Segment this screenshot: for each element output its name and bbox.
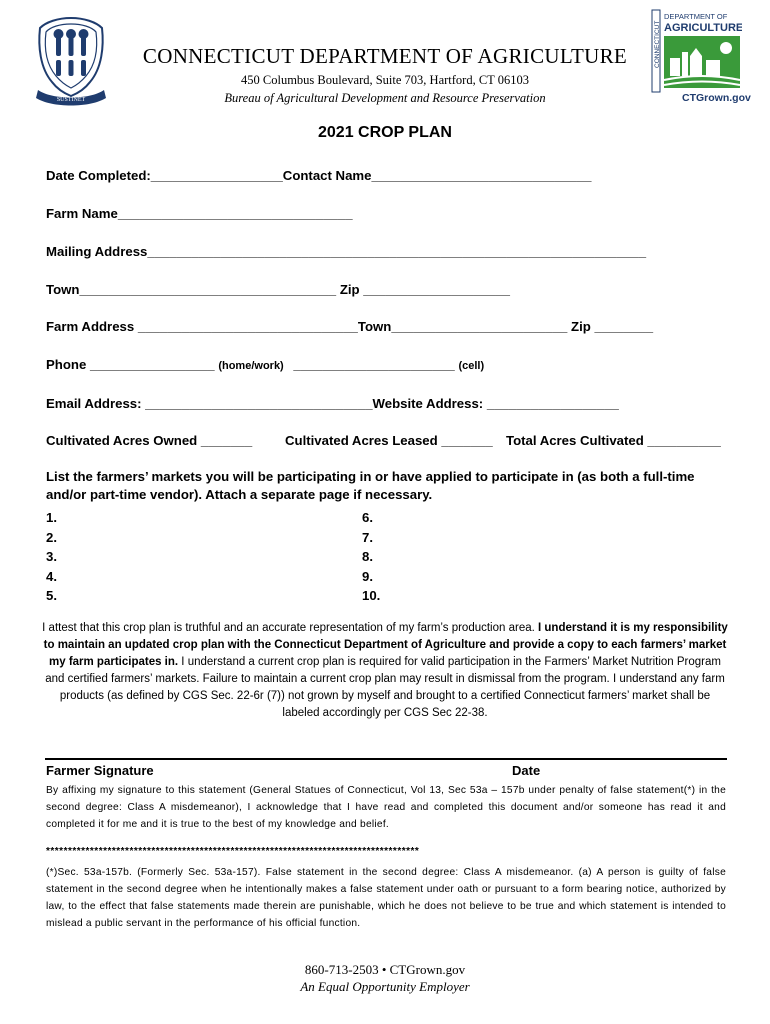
phone-home-work-field[interactable]: Phone _________________ xyxy=(46,357,215,372)
acres-total-field[interactable]: Total Acres Cultivated __________ xyxy=(506,433,721,448)
market-item[interactable]: 4. xyxy=(46,568,57,584)
agency-bureau: Bureau of Agricultural Development and Resource Preservation xyxy=(224,91,546,105)
zip-field[interactable]: Zip ____________________ xyxy=(339,282,510,297)
agency-address: 450 Columbus Boulevard, Suite 703, Hartford, CT 06103 xyxy=(241,73,529,87)
footer-equal-opportunity: An Equal Opportunity Employer xyxy=(300,979,470,994)
farm-address-row xyxy=(46,319,653,334)
attestation-paragraph xyxy=(40,620,730,722)
agency-title: CONNECTICUT DEPARTMENT OF AGRICULTURE xyxy=(142,44,628,68)
acres-leased-field[interactable]: Cultivated Acres Leased _______ xyxy=(285,433,493,448)
ct-grown-url: CTGrown.gov xyxy=(682,92,751,104)
market-item[interactable]: 10. xyxy=(362,588,381,603)
logo-text-department: DEPARTMENT OF xyxy=(664,12,728,21)
affix-statement: By affixing my signature to this statement (General Statues of Connecticut, Vol 13, Sec 53a – 157b under penalty of false statement(*) in the second degree: Class A misdemeanor), I acknowledge that I have read and completed this document and/or someone has read it and completed it for me and it is true to the best of my knowledge and belief. xyxy=(46,785,726,830)
market-item[interactable]: 7. xyxy=(362,529,373,545)
town-zip-row xyxy=(46,282,510,297)
market-item[interactable]: 5. xyxy=(46,588,57,603)
farm-address-field[interactable]: Farm Address ______________________________ xyxy=(46,319,358,334)
svg-text:SUSTINET: SUSTINET xyxy=(56,97,86,103)
date-completed-field[interactable]: Date Completed:__________________ xyxy=(46,168,283,183)
signature-date-label: Date xyxy=(512,763,541,778)
footer-contact: 860-713-2503 • CTGrown.gov xyxy=(304,962,466,977)
market-item[interactable]: 3. xyxy=(46,549,57,564)
market-item[interactable]: 2. xyxy=(46,529,57,545)
date-contact-row xyxy=(46,168,592,183)
markets-instructions: List the farmers’ markets you will be participating in or have applied to participate in (as both a full-time and/or part-time vendor). Attach a separate page if necessary. xyxy=(46,469,695,502)
attestation-text: I attest that this crop plan is truthful and an accurate representation of my farm’s production area. xyxy=(42,622,539,634)
farmer-signature-label: Farmer Signature xyxy=(46,763,154,778)
phone-cell-label: (cell) xyxy=(458,360,485,372)
form-title: 2021 CROP PLAN xyxy=(318,124,452,141)
logo-text-agriculture: AGRICULTURE xyxy=(664,22,742,34)
phone-cell-field[interactable]: ______________________ xyxy=(293,357,455,372)
farm-zip-field[interactable]: Zip ________ xyxy=(571,319,654,334)
email-field[interactable]: Email Address: _______________________________ xyxy=(46,396,373,411)
market-item[interactable]: 8. xyxy=(362,549,373,564)
contact-name-field[interactable]: Contact Name______________________________ xyxy=(282,168,592,183)
mailing-address-field[interactable]: Mailing Address____________________________________________________________________ xyxy=(46,244,647,259)
markets-list-left xyxy=(46,508,57,606)
attestation-bold-text: I understand it is my responsibility to maintain an updated crop plan with the Connecticut Department of Agriculture and provide a copy to each farmers’ market my farm participates in. xyxy=(43,622,728,668)
farm-town-field[interactable]: Town________________________ xyxy=(357,319,568,334)
ct-agriculture-logo xyxy=(650,8,742,103)
statute-note: (*)Sec. 53a-157b. (Formerly Sec. 53a-157). False statement in the second degree: Class A misdemeanor. (a) A person is guilty of false statement in the second degree when he intentionally makes a false statement under oath or pursuant to a form bearing notice, authorized by law, to the effect that false statements made therein are punishable, which he does not believe to be true and which statement is intended to mislead a public servant in the performance of his official function. xyxy=(46,867,726,929)
markets-list-right xyxy=(362,508,380,606)
phone-home-work-label: (home/work) xyxy=(218,360,284,372)
phone-row xyxy=(46,357,484,372)
market-item[interactable]: 1. xyxy=(46,510,57,525)
email-website-row xyxy=(46,396,619,411)
logo-text-connecticut: CONNECTICUT xyxy=(654,20,661,68)
separator-stars: ************************************************************************************* xyxy=(46,846,420,857)
website-field[interactable]: Website Address: __________________ xyxy=(372,396,619,411)
attestation-text-continued: I understand a current crop plan is required for valid participation in the Farmers’ Market Nutrition Program and certified farmers’ markets. Failure to maintain a current crop plan may result in dismissal from the program. I understand any farm products (as defined by CGS Sec. 22-6r (7)) not grown by myself and brought to a certified Connecticut farmers’ market shall be labeled accordingly per CGS Sec 22-38. xyxy=(45,656,725,719)
farm-name-field[interactable]: Farm Name________________________________ xyxy=(46,206,353,221)
signature-line[interactable] xyxy=(45,758,727,760)
acres-owned-field[interactable]: Cultivated Acres Owned _______ xyxy=(46,433,253,448)
market-item[interactable]: 6. xyxy=(362,510,373,525)
town-field[interactable]: Town___________________________________ xyxy=(46,282,337,297)
market-item[interactable]: 9. xyxy=(362,568,373,584)
